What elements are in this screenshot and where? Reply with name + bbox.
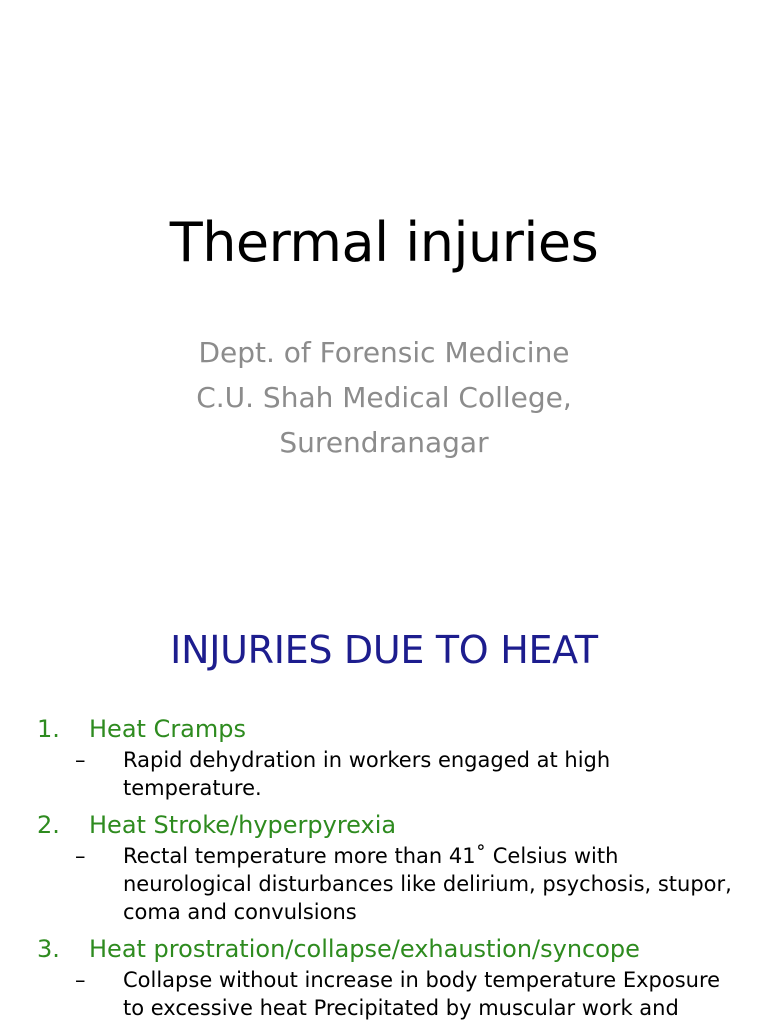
list-item-label: Heat prostration/collapse/exhaustion/syncope xyxy=(89,935,640,963)
sub-bullet-line: Collapse without increase in body temperature Exposure xyxy=(123,968,721,992)
list-item-heat-prostration xyxy=(0,932,768,966)
content-slide xyxy=(0,576,768,1024)
dash-bullet: – xyxy=(75,968,86,992)
dash-bullet: – xyxy=(75,748,86,772)
list-item-label: Heat Stroke/hyperpyrexia xyxy=(89,811,397,839)
list-item-label: Heat Cramps xyxy=(89,715,247,743)
list-item-number: 2. xyxy=(37,811,60,839)
list-item-number: 3. xyxy=(37,935,60,963)
sub-bullet-line: Rapid dehydration in workers engaged at high xyxy=(123,748,611,772)
subtitle-line-city: Surendranagar xyxy=(279,426,489,459)
sub-bullet-line: neurological disturbances like delirium, psychosis, stupor, xyxy=(123,872,732,896)
subtitle-line-college: C.U. Shah Medical College, xyxy=(196,381,572,414)
sub-bullet-heat-cramps xyxy=(0,746,768,802)
list-item-number: 1. xyxy=(37,715,60,743)
numbered-list xyxy=(0,712,768,1024)
sub-bullet-line: temperature. xyxy=(123,776,262,800)
sub-bullet-line: Rectal temperature more than 41˚ Celsius with xyxy=(123,844,619,868)
list-item-heat-stroke xyxy=(0,808,768,842)
slide-title: Thermal injuries xyxy=(169,211,599,274)
sub-bullet-line: coma and convulsions xyxy=(123,900,357,924)
sub-bullet-heat-prostration xyxy=(0,966,768,1022)
sub-bullet-heat-stroke xyxy=(0,842,768,926)
dash-bullet: – xyxy=(75,844,86,868)
slide-subtitle xyxy=(0,330,768,465)
sub-bullet-line: to excessive heat Precipitated by muscular work and xyxy=(123,996,679,1020)
subtitle-line-department: Dept. of Forensic Medicine xyxy=(198,336,570,369)
section-heading: INJURIES DUE TO HEAT xyxy=(170,628,598,672)
list-item-heat-cramps xyxy=(0,712,768,746)
